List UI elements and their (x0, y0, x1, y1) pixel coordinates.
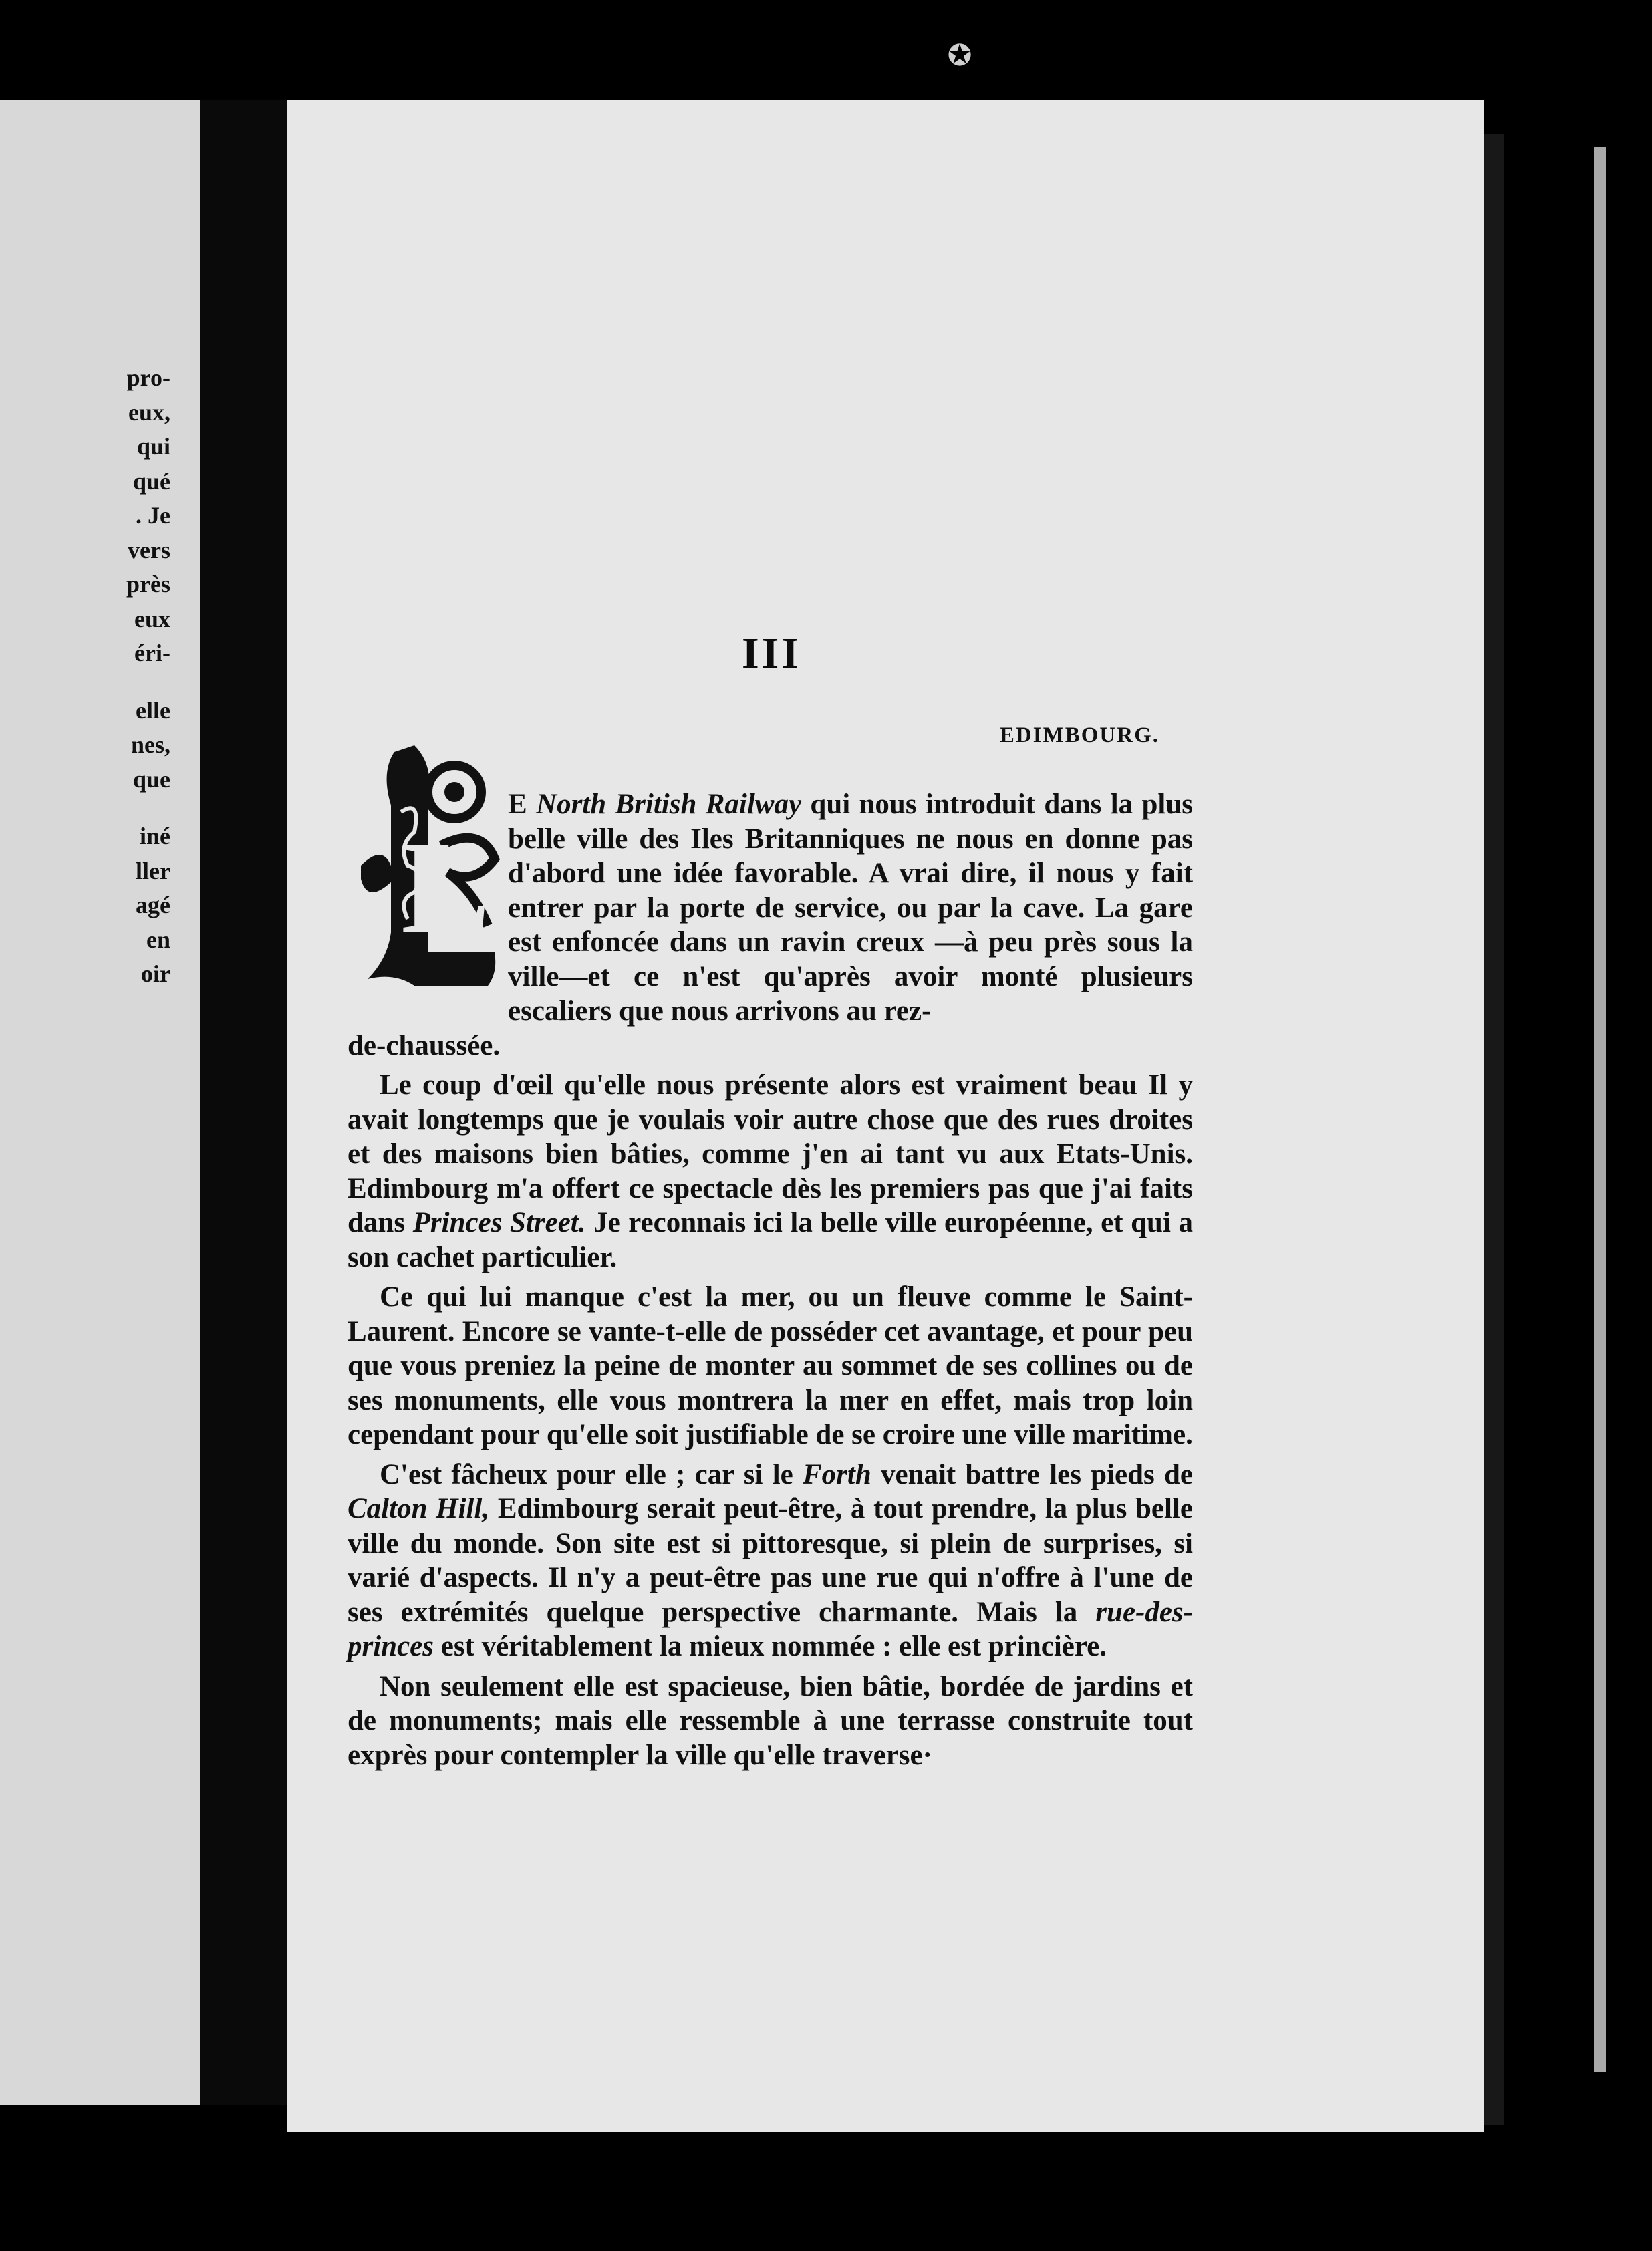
left-fragment: ller (136, 857, 170, 884)
paragraph-5: Non seulement elle est spacieuse, bien bâtie, bordée de jardins et de monuments; mais elle ressemble à une terrasse construite tout exprès pour contempler la ville qu'elle traverse· (348, 1670, 1193, 1771)
paragraph-4-text-a: C'est fâcheux pour elle ; car si le (380, 1458, 803, 1490)
paragraph-1-lead: E (508, 789, 537, 820)
body-text (348, 787, 1193, 1778)
left-fragment: près (126, 571, 170, 598)
left-fragment: agé (136, 892, 170, 918)
left-fragment: eux, (128, 398, 170, 426)
left-fragment-gap (0, 671, 170, 694)
left-fragment: en (146, 926, 170, 953)
left-fragment: éri- (134, 640, 170, 666)
left-fragment: . Je (136, 502, 170, 529)
paragraph-4-text-d: est véritablement la mieux nommée : elle est princière. (434, 1631, 1107, 1662)
paragraph-1 (348, 787, 1193, 1063)
paragraph-4 (348, 1458, 1193, 1664)
paragraph-4-text-c: Edimbourg serait peut-être, à tout prendre, la plus belle ville du monde. Son site est si pittoresque, si plein de surprises, si varié d'aspects. Il n'y a peut-être pas une rue qui n'offre à l'une de ses extrémités quelque perspective charmante. Mais la (348, 1493, 1193, 1628)
left-fragment: qué (132, 467, 170, 495)
paragraph-1-tail: de-chaussée. (348, 1029, 501, 1061)
page-edge-shadow (1484, 134, 1504, 2125)
paragraph-4-rue-des-princes: rue-des-princes (348, 1596, 1193, 1662)
film-mark-icon: ✪ (947, 39, 972, 73)
left-fragment: elle (136, 696, 170, 724)
left-fragment: qui (136, 433, 170, 460)
left-fragment: que (132, 765, 170, 793)
paragraph-2-text-a: Le coup d'œil qu'elle nous présente alors est vraiment beau Il y avait longtemps que je voulais voir autre chose que des rues droites et des maisons bien bâties, comme j'en ai tant vu aux Etats-Unis. Edimbourg m'a offert ce spectacle dès les premiers pas que j'ai faits dans (348, 1069, 1193, 1238)
paragraph-4-forth: Forth (802, 1458, 871, 1490)
left-fragment: iné (139, 823, 170, 849)
left-fragment: nes, (130, 731, 170, 758)
left-page-text-fragments (0, 361, 170, 992)
left-fragment: vers (128, 536, 170, 563)
paragraph-4-calton-hill: Calton Hill, (348, 1493, 490, 1525)
paragraph-1-text: qui nous introduit dans la plus belle ville des Iles Britanniques ne nous en donne pas d'abord une idée favorable. A vrai dire, il nous y fait entrer par la porte de service, ou par la cave. La gare est enfoncée dans un ravin creux —à peu près sous la ville—et ce n'est qu'après avoir monté plusieurs escaliers que nous arrivons au rez- (508, 789, 1193, 1027)
paragraph-4-text-b: venait battre les pieds de (871, 1458, 1193, 1490)
drop-cap-letter: L (401, 814, 491, 962)
paragraph-1-railway-name: North British Railway (536, 789, 802, 820)
left-fragment: eux (134, 605, 170, 632)
left-fragment: oir (141, 960, 170, 987)
paragraph-3: Ce qui lui manque c'est la mer, ou un fleuve comme le Saint-Laurent. Encore se vante-t-elle de posséder cet avantage, et pour peu que vous preniez la peine de monter au sommet de ses collines ou de ses monuments, elle vous montrera la mer en effet, mais trop loin cependant pour qu'elle soit justifiable de se croire une ville maritime. (348, 1281, 1193, 1450)
left-fragment-gap (0, 797, 170, 819)
chapter-title: EDIMBOURG. (999, 723, 1159, 747)
paragraph-2 (348, 1068, 1193, 1275)
chapter-number: III (742, 629, 802, 678)
page-edge-strip (1594, 147, 1606, 2072)
paragraph-2-text-b: Je reconnais ici la belle ville européenne, et qui a son cachet particulier. (348, 1207, 1193, 1273)
left-fragment: pro- (126, 364, 170, 391)
book-spine-shadow (200, 100, 287, 2105)
paragraph-2-street-name: Princes Street. (412, 1207, 586, 1238)
